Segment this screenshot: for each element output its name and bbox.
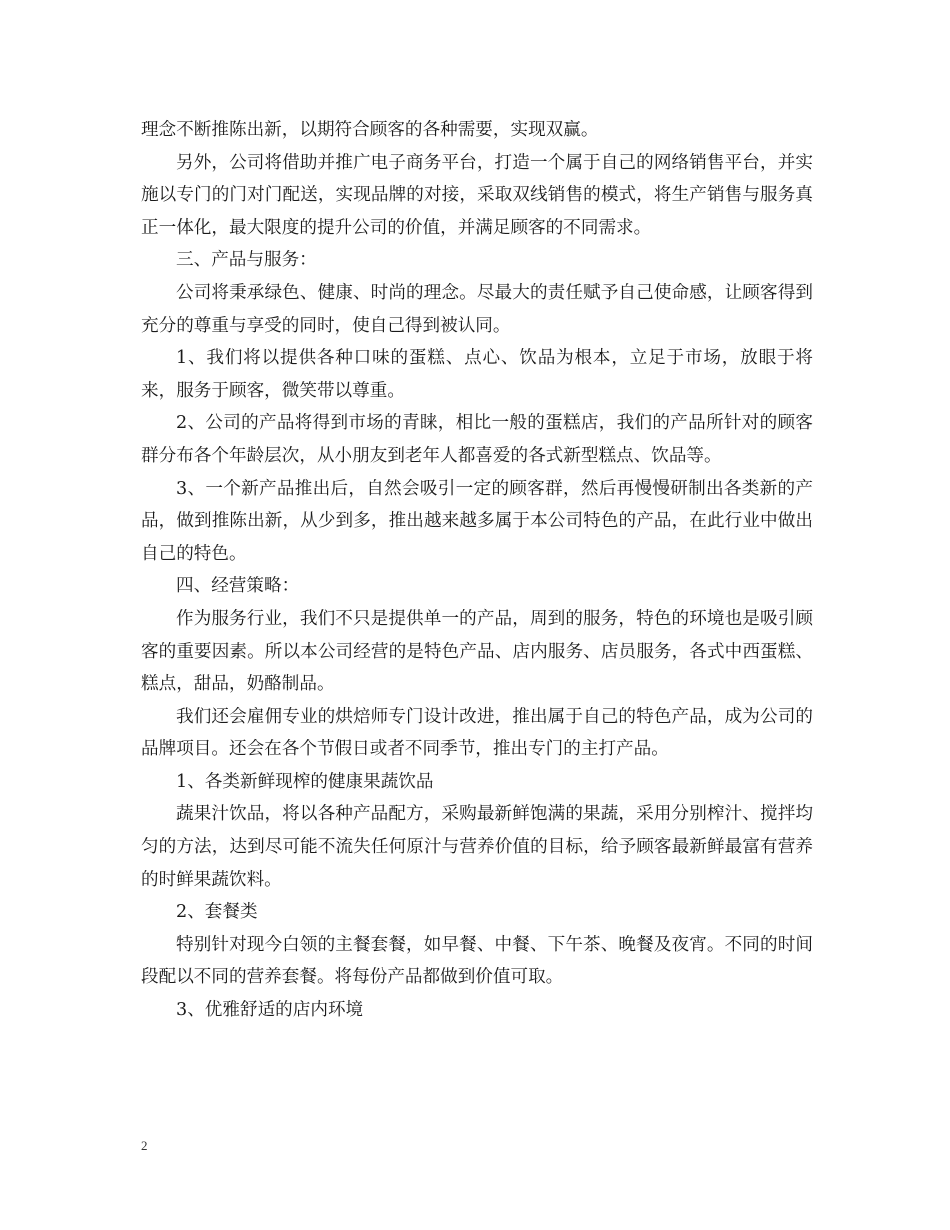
paragraph: 理念不断推陈出新，以期符合顾客的各种需要，实现双赢。 (141, 120, 599, 140)
paragraph: 作为服务行业，我们不只是提供单一的产品，周到的服务，特色的环境也是吸引顾客的重要因素。所以本公司经营的是特色产品、店内服务、店员服务，各式中西蛋糕、糕点，甜品，奶酪制品。 (141, 608, 813, 695)
paragraph: 另外，公司将借助并推广电子商务平台，打造一个属于自己的网络销售平台，并实施以专门的门对门配送，实现品牌的对接，采取双线销售的模式，将生产销售与服务真正一体化，最大限度的提升公司的价值，并满足顾客的不同需求。 (141, 152, 813, 238)
list-item: 3、一个新产品推出后，自然会吸引一定的顾客群，然后再慢慢研制出各类新的产品，做到推陈出新，从少到多，推出越来越多属于本公司特色的产品，在此行业中做出自己的特色。 (141, 478, 813, 564)
paragraph: 我们还会雇佣专业的烘焙师专门设计改进，推出属于自己的特色产品，成为公司的品牌项目。还会在各个节假日或者不同季节，推出专门的主打产品。 (141, 706, 813, 760)
subsection-heading: 3、优雅舒适的店内环境 (176, 1000, 364, 1021)
subsection-heading: 1、各类新鲜现榨的健康果蔬饮品 (176, 771, 434, 792)
document-body (141, 114, 813, 1027)
paragraph: 公司将秉承绿色、健康、时尚的理念。尽最大的责任赋予自己使命感，让顾客得到充分的尊重与享受的同时，使自己得到被认同。 (141, 282, 813, 336)
page-number: 2 (141, 1138, 148, 1153)
list-item: 2、公司的产品将得到市场的青睐，相比一般的蛋糕店，我们的产品所针对的顾客群分布各个年龄层次，从小朋友到老年人都喜爱的各式新型糕点、饮品等。 (141, 413, 813, 466)
list-item: 1、我们将以提供各种口味的蛋糕、点心、饮品为根本，立足于市场，放眼于将来，服务于顾客，微笑带以尊重。 (141, 348, 813, 401)
section-heading: 三、产品与服务： (176, 250, 317, 271)
subsection-heading: 2、套餐类 (176, 902, 258, 923)
section-heading: 四、经营策略： (176, 576, 300, 597)
paragraph: 蔬果汁饮品，将以各种产品配方，采购最新鲜饱满的果蔬，采用分别榨汁、搅拌均匀的方法，达到尽可能不流失任何原汁与营养价值的目标，给予顾客最新鲜最富有营养的时鲜果蔬饮料。 (141, 804, 813, 890)
paragraph: 特别针对现今白领的主餐套餐，如早餐、中餐、下午茶、晚餐及夜宵。不同的时间段配以不同的营养套餐。将每份产品都做到价值可取。 (141, 934, 813, 988)
